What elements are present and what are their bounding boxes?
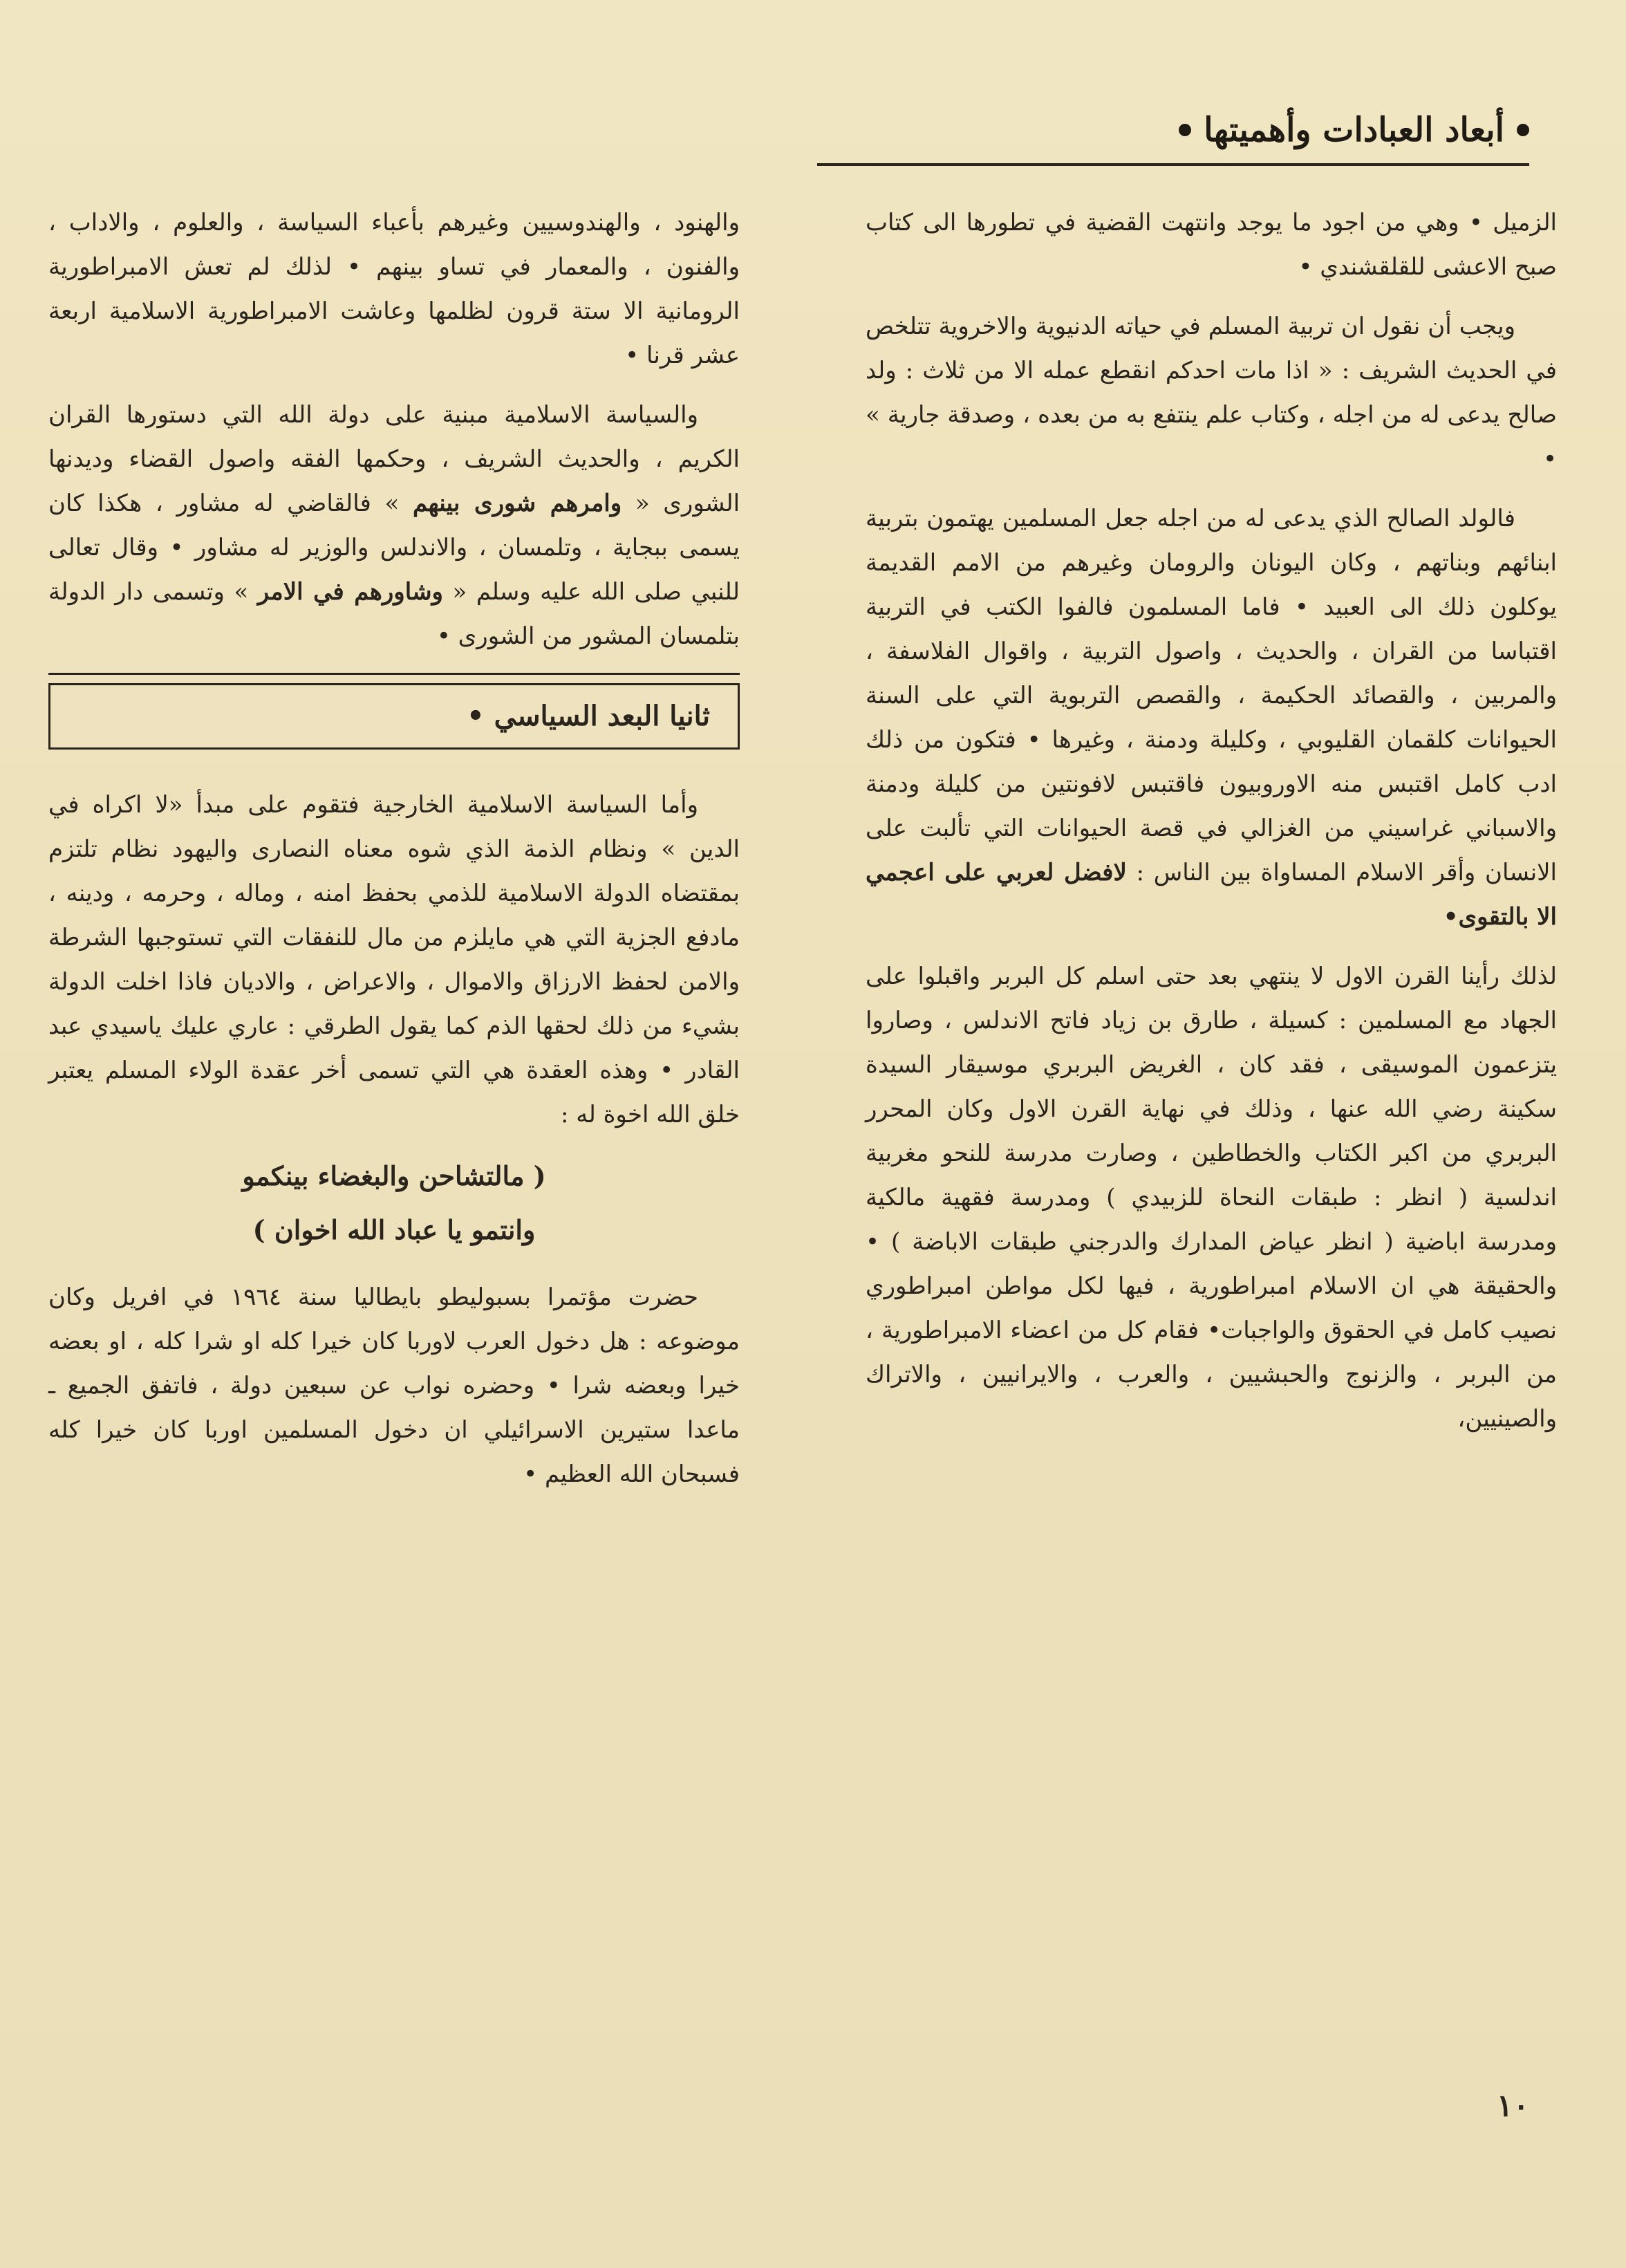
bold-quote: وشاورهم في الامر [257, 578, 443, 606]
left-column [48, 201, 740, 1512]
section-heading-box [48, 683, 740, 750]
paragraph: الزميل • وهي من اجود ما يوجد وانتهت القضية في تطورها الى كتاب صبح الاعشى للقلقشندي • [866, 209, 1557, 281]
page-header [817, 104, 1529, 166]
paragraph-text: » وتسمى دار الدولة بتلمسان المشور من الشورى • [48, 578, 740, 650]
paragraph [48, 393, 740, 658]
paragraph: لذلك رأينا القرن الاول لا ينتهي بعد حتى اسلم كل البربر واقبلوا على الجهاد مع المسلمين : كسيلة ، طارق بن زياد فاتح الاندلس ، وصاروا يتزعمون الموسيقى ، فقد كان ، الغريض البربري موسيقار السيدة سكينة رضي الله عنها ، وذلك في نهاية القرن الاول وكان المحرر البربري من اكبر الكتاب والخطاطين ، وصارت مدرسة للنحو مغربية اندلسية ( انظر : طبقات النحاة للزبيدي ) ومدرسة فقهية مالكية ومدرسة اباضية ( انظر عياض المدارك والدرجني طبقات الاباضة ) • والحقيقة هي ان الاسلام امبراطورية ، فيها لكل مواطن امبراطوري نصيب كامل في الحقوق والواجبات• فقام كل من اعضاء الامبراطورية ، من البربر ، والزنوج والحبشيين ، والعرب ، والايرانيين ، والاتراك والصينيين، [866, 963, 1557, 1433]
bullet-icon [1517, 124, 1529, 136]
paragraph [866, 496, 1557, 939]
paragraph: حضرت مؤتمرا بسبوليطو بايطاليا سنة ١٩٦٤ في افريل وكان موضوعه : هل دخول العرب لاوربا كان خيرا كله او شرا كله ، او بعضه خيرا وبعضه شرا • وحضره نواب عن سبعين دولة ، فاتفق الجميع ـ ماعدا ستيرين الاسرائيلي ان دخول المسلمين اوربا كان خيرا كله فسبحان الله العظيم • [48, 1283, 740, 1488]
running-title-text: أبعاد العبادات وأهميتها [1204, 111, 1504, 149]
header-rule [817, 163, 1529, 166]
section-heading: ثانيا البعد السياسي • [467, 700, 710, 732]
paragraph: ويجب أن نقول ان تربية المسلم في حياته الدنيوية والاخروية تتلخص في الحديث الشريف : « اذا مات احدكم انقطع عمله الا من ثلاث : ولد صالح يدعى له من اجله ، وكتاب علم ينتفع به من بعده ، وصدقة جارية » • [866, 313, 1557, 473]
running-title [1179, 111, 1529, 149]
bold-quote: وامرهم شورى بينهم [413, 490, 622, 517]
right-column [866, 201, 1557, 1456]
paragraph-text: والسياسة الاسلامية مبنية على دولة الله التي دستورها القران الكريم ، والحديث الشريف ، وحكمها الفقه واصول القضاء وديدنها الشورى « [48, 401, 740, 517]
poem-line: ( مالتشاحن والبغضاء بينكمو [242, 1160, 546, 1191]
poem [48, 1152, 740, 1254]
bold-quote: لافضل لعربي على اعجمي الا بالتقوى• [866, 859, 1557, 931]
poem-line: وانتمو يا عباد الله اخوان ) [252, 1214, 536, 1245]
page-number: ١٠ [1496, 2088, 1529, 2123]
paragraph-text: » فالقاضي له مشاور ، هكذا كان يسمى ببجاية ، وتلمسان ، والاندلس والوزير له مشاور • وقال تعالى للنبي صلى الله عليه وسلم « [48, 490, 740, 606]
paragraph-text: فالولد الصالح الذي يدعى له من اجله جعل المسلمين يهتمون بتربية ابنائهم وبناتهم ، وكان اليونان والرومان وغيرهم من الامم القديمة يوكلون ذلك الى العبيد • فاما المسلمون فالفوا الكتب في التربية اقتباسا من القران ، والحديث ، واصول التربية ، واقوال الفلاسفة ، والمربين ، والقصائد الحكيمة ، والقصص التربوية التي على السنة الحيوانات كلقمان القليوبي ، وكليلة ودمنة ، وغيرها • فتكون من ذلك ادب كامل اقتبس منه الاوروبيون فاقتبس لافونتين من كليلة ودمنة والاسباني غراسيني من الغزالي في قصة الحيوانات التي تألبت على الانسان وأقر الاسلام المساواة بين الناس : [866, 505, 1557, 886]
paragraph: والهنود ، والهندوسيين وغيرهم بأعباء السياسة ، والعلوم ، والاداب ، والفنون ، والمعمار في تساو بينهم • لذلك لم تعش الامبراطورية الرومانية الا ستة قرون لظلمها وعاشت الامبراطورية الاسلامية اربعة عشر قرنا • [48, 209, 740, 369]
bullet-icon [1179, 124, 1191, 136]
paragraph: وأما السياسة الاسلامية الخارجية فتقوم على مبدأ «لا اكراه في الدين » ونظام الذمة الذي شوه معناه النصارى واليهود نظام تلتزم بمقتضاه الدولة الاسلامية للذمي بحفظ امنه ، وماله ، وحرمه ، ودينه ، مادفع الجزية التي هي مايلزم من مال للنفقات التي تستوجبها الشرطة والامن لحفظ الارزاق والاموال ، والاعراض ، والاديان فاذا اخلت الدولة بشيء من ذلك لحقها الذم كما يقول الطرقي : عاري عليك ياسيدي عبد القادر • وهذه العقدة هي التي تسمى أخر عقدة الولاء المسلم يعتبر خلق الله اخوة له : [48, 791, 740, 1128]
